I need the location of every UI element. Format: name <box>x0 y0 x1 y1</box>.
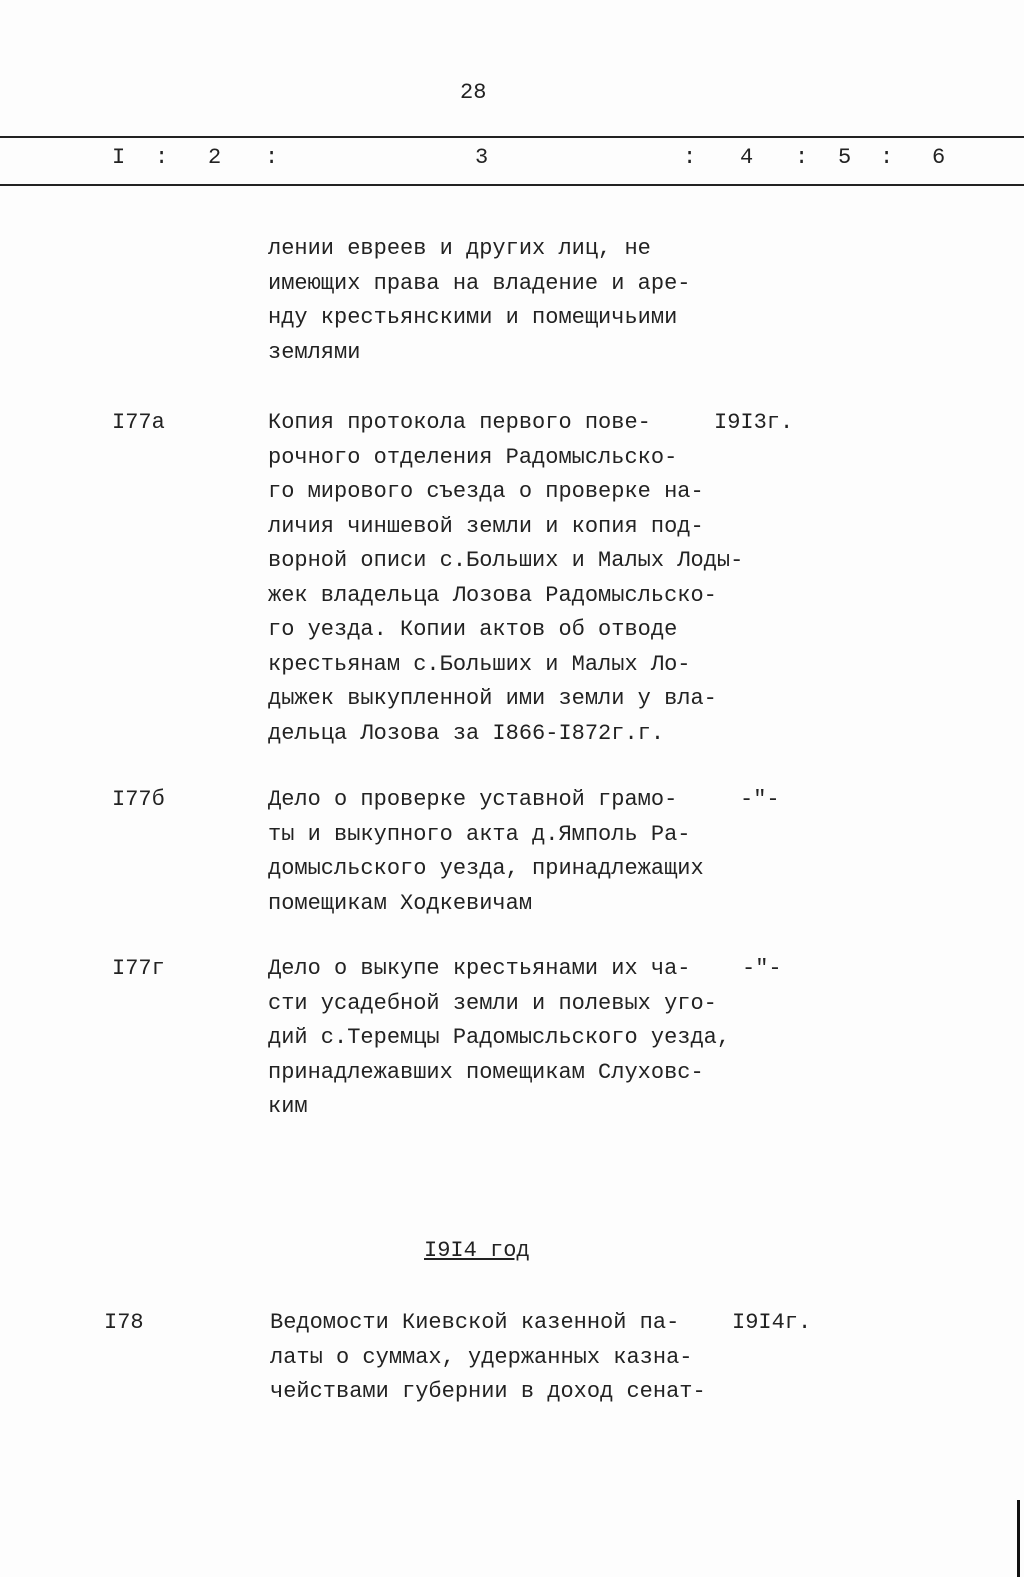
col-3: 3 <box>475 145 489 170</box>
text-line: го мирового съезда о проверке на- <box>268 479 704 504</box>
text-line: принадлежавших помещикам Слуховс- <box>268 1059 704 1085</box>
text-line: рочного отделения Радомысльско- <box>268 444 678 470</box>
text-line: ты и выкупного акта д.Ямполь Ра- <box>268 821 691 847</box>
text-line: дий с.Теремцы Радомысльского уезда, <box>268 1025 731 1050</box>
text-line: ким <box>268 1094 308 1119</box>
text-line: землями <box>268 339 361 365</box>
text-line: лении евреев и других лиц, не <box>268 236 651 261</box>
entry-date: -"- <box>742 956 782 981</box>
text-line: дельца Лозова за I866-I872г.г. <box>268 720 665 746</box>
page-number: 28 <box>460 80 487 105</box>
col-6: 6 <box>932 145 946 170</box>
text-line: ворной описи с.Больших и Малых Лоды- <box>268 548 744 573</box>
col-2: 2 <box>208 145 222 170</box>
entry-number: I77а <box>112 410 165 435</box>
text-line: латы о суммах, удержанных казна- <box>270 1344 693 1370</box>
col-sep: : <box>683 145 697 170</box>
entry-date: I9I4г. <box>732 1310 812 1335</box>
entry-description <box>268 406 743 751</box>
col-sep: : <box>795 145 809 170</box>
entry-description <box>268 783 704 921</box>
text-line: Дело о проверке уставной грамо- <box>268 787 678 812</box>
text-line: Ведомости Киевской казенной па- <box>270 1310 680 1335</box>
entry-number: I78 <box>104 1310 144 1335</box>
col-sep: : <box>265 145 279 170</box>
text-line: помещикам Ходкевичам <box>268 890 533 916</box>
entry-description <box>270 1306 706 1410</box>
col-sep: : <box>880 145 894 170</box>
page-edge-mark <box>1017 1500 1020 1577</box>
header-top-rule <box>0 136 1024 138</box>
entry-number: I77б <box>112 787 165 812</box>
text-line: крестьянам с.Больших и Малых Ло- <box>268 651 691 677</box>
col-5: 5 <box>838 145 852 170</box>
continuation-text <box>268 232 690 370</box>
text-line: го уезда. Копии актов об отводе <box>268 617 678 642</box>
text-line: домысльского уезда, принадлежащих <box>268 856 704 881</box>
col-1: I <box>112 145 126 170</box>
entry-date: -"- <box>740 787 780 812</box>
text-line: жек владельца Лозова Радомысльско- <box>268 582 717 608</box>
text-line: чействами губернии в доход сенат- <box>270 1379 706 1404</box>
header-bottom-rule <box>0 184 1024 186</box>
text-line: нду крестьянскими и помещичьими <box>268 305 678 330</box>
text-line: Дело о выкупе крестьянами их ча- <box>268 956 691 981</box>
col-4: 4 <box>740 145 754 170</box>
text-line: личия чиншевой земли и копия под- <box>268 513 704 539</box>
col-sep: : <box>155 145 169 170</box>
text-line: дыжек выкупленной ими земли у вла- <box>268 686 717 711</box>
text-line: Копия протокола первого пове- <box>268 410 651 435</box>
entry-date: I9I3г. <box>714 410 794 435</box>
entry-description <box>268 952 730 1125</box>
section-heading: I9I4 год <box>424 1238 530 1263</box>
text-line: сти усадебной земли и полевых уго- <box>268 990 717 1016</box>
entry-number: I77г <box>112 956 165 981</box>
text-line: имеющих права на владение и аре- <box>268 270 691 296</box>
